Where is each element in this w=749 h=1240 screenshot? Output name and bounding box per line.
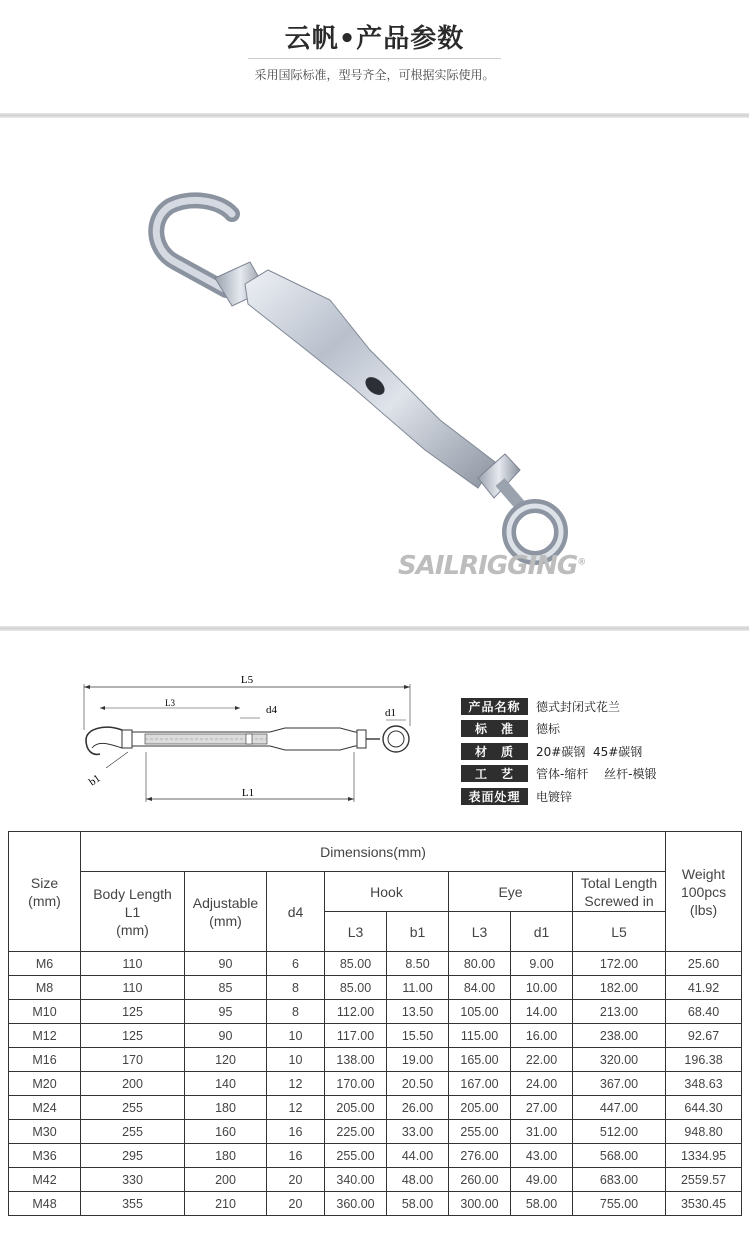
table-cell: M10 (9, 1000, 81, 1024)
table-row (9, 1144, 742, 1168)
table-cell: 84.00 (449, 976, 511, 1000)
table-cell: 367.00 (573, 1072, 666, 1096)
table-cell: 348.63 (666, 1072, 742, 1096)
spec-row (461, 695, 656, 718)
header-hook: Hook (325, 872, 449, 912)
table-cell: 20 (267, 1192, 325, 1216)
technical-drawing (70, 668, 420, 803)
table-cell: 16.00 (511, 1024, 573, 1048)
table-cell: 115.00 (449, 1024, 511, 1048)
table-cell: 92.67 (666, 1024, 742, 1048)
label-d4: d4 (266, 704, 277, 716)
spec-row (461, 740, 656, 763)
dimensions-table (8, 831, 742, 1216)
table-cell: 255.00 (449, 1120, 511, 1144)
table-cell: 295 (81, 1144, 185, 1168)
page-header (0, 0, 749, 118)
table-cell: 205.00 (449, 1096, 511, 1120)
table-cell: 22.00 (511, 1048, 573, 1072)
table-cell: M6 (9, 952, 81, 976)
table-cell: 165.00 (449, 1048, 511, 1072)
table-cell: 110 (81, 976, 185, 1000)
label-L3: L3 (165, 698, 175, 708)
table-cell: 683.00 (573, 1168, 666, 1192)
spec-row (461, 763, 656, 786)
bottom-divider-band (0, 626, 749, 631)
page-title: 云帆•产品参数 (284, 24, 465, 54)
table-cell: 10 (267, 1048, 325, 1072)
brand-name: SAILRIGGING (398, 551, 578, 581)
table-cell: 120 (185, 1048, 267, 1072)
table-cell: 200 (185, 1168, 267, 1192)
spec-row (461, 785, 656, 808)
table-cell: 320.00 (573, 1048, 666, 1072)
table-cell: 49.00 (511, 1168, 573, 1192)
table-cell: 31.00 (511, 1120, 573, 1144)
table-cell: 276.00 (449, 1144, 511, 1168)
label-d1: d1 (385, 707, 396, 719)
table-cell: 182.00 (573, 976, 666, 1000)
table-cell: 25.60 (666, 952, 742, 976)
table-cell: 95 (185, 1000, 267, 1024)
table-row (9, 1048, 742, 1072)
page-subtitle: 采用国际标准，型号齐全，可根据实际使用。 (254, 68, 495, 82)
table-cell: 33.00 (387, 1120, 449, 1144)
table-cell: 755.00 (573, 1192, 666, 1216)
table-cell: 16 (267, 1144, 325, 1168)
table-cell: 26.00 (387, 1096, 449, 1120)
table-cell: 90 (185, 952, 267, 976)
table-cell: 360.00 (325, 1192, 387, 1216)
table-cell: 170 (81, 1048, 185, 1072)
table-cell: 6 (267, 952, 325, 976)
table-cell: 512.00 (573, 1120, 666, 1144)
spec-key: 材 质 (461, 743, 528, 760)
label-L5: L5 (240, 674, 254, 686)
table-row (9, 1120, 742, 1144)
table-cell: 260.00 (449, 1168, 511, 1192)
table-cell: 255 (81, 1120, 185, 1144)
top-divider-band (0, 113, 749, 118)
table-cell: 41.92 (666, 976, 742, 1000)
table-cell: 1334.95 (666, 1144, 742, 1168)
spec-key: 标 准 (461, 720, 528, 737)
spec-key: 工 艺 (461, 765, 528, 782)
table-row (9, 1096, 742, 1120)
turnbuckle-image (0, 123, 749, 627)
table-cell: 58.00 (511, 1192, 573, 1216)
table-cell: 10 (267, 1024, 325, 1048)
label-b1: b1 (86, 772, 103, 789)
table-cell: M24 (9, 1096, 81, 1120)
table-cell: 447.00 (573, 1096, 666, 1120)
brand-watermark (398, 551, 585, 581)
header-weight: Weight 100pcs (lbs) (666, 832, 742, 952)
spec-value: 德式封闭式花兰 (536, 699, 621, 714)
table-cell: 20.50 (387, 1072, 449, 1096)
table-row (9, 1024, 742, 1048)
table-cell: 167.00 (449, 1072, 511, 1096)
table-cell: 300.00 (449, 1192, 511, 1216)
table-cell: 68.40 (666, 1000, 742, 1024)
header-eye-d1: d1 (511, 912, 573, 952)
header-body-length: Body Length L1 (mm) (81, 872, 185, 952)
table-cell: M42 (9, 1168, 81, 1192)
header-l5: L5 (573, 912, 666, 952)
table-cell: 172.00 (573, 952, 666, 976)
table-cell: 355 (81, 1192, 185, 1216)
table-cell: 44.00 (387, 1144, 449, 1168)
table-cell: 225.00 (325, 1120, 387, 1144)
spec-key: 表面处理 (461, 788, 528, 805)
table-cell: 196.38 (666, 1048, 742, 1072)
table-row (9, 976, 742, 1000)
table-cell: 125 (81, 1024, 185, 1048)
table-cell: 200 (81, 1072, 185, 1096)
table-cell: 948.80 (666, 1120, 742, 1144)
table-cell: 16 (267, 1120, 325, 1144)
header-hook-l3: L3 (325, 912, 387, 952)
table-cell: 238.00 (573, 1024, 666, 1048)
table-row (9, 1192, 742, 1216)
table-cell: 24.00 (511, 1072, 573, 1096)
header-adjustable: Adjustable (mm) (185, 872, 267, 952)
table-cell: M12 (9, 1024, 81, 1048)
table-cell: 8 (267, 976, 325, 1000)
table-body (9, 952, 742, 1216)
table-cell: 210 (185, 1192, 267, 1216)
table-cell: 180 (185, 1096, 267, 1120)
header-total-length: Total Length Screwed in (573, 872, 666, 912)
table-cell: M8 (9, 976, 81, 1000)
table-cell: 14.00 (511, 1000, 573, 1024)
header-dimensions: Dimensions(mm) (81, 832, 666, 872)
table-cell: 12 (267, 1072, 325, 1096)
table-cell: 43.00 (511, 1144, 573, 1168)
spec-value: 电镀锌 (536, 789, 573, 804)
table-cell: 11.00 (387, 976, 449, 1000)
spec-key: 产品名称 (461, 698, 528, 715)
table-cell: 15.50 (387, 1024, 449, 1048)
table-row (9, 1072, 742, 1096)
table-cell: 8 (267, 1000, 325, 1024)
table-cell: 330 (81, 1168, 185, 1192)
spec-list (461, 695, 656, 808)
header-eye-l3: L3 (449, 912, 511, 952)
label-L1: L1 (241, 787, 255, 799)
table-cell: 255 (81, 1096, 185, 1120)
table-cell: 9.00 (511, 952, 573, 976)
table-cell: 170.00 (325, 1072, 387, 1096)
table-cell: 48.00 (387, 1168, 449, 1192)
header-size: Size (mm) (9, 832, 81, 952)
spec-value: 20#碳钢 45#碳钢 (536, 744, 643, 759)
table-cell: 27.00 (511, 1096, 573, 1120)
table-cell: 112.00 (325, 1000, 387, 1024)
table-cell: 568.00 (573, 1144, 666, 1168)
table-cell: 13.50 (387, 1000, 449, 1024)
table-cell: 644.30 (666, 1096, 742, 1120)
spec-value: 管体-缩杆 丝杆-模锻 (536, 767, 657, 782)
table-cell: 180 (185, 1144, 267, 1168)
table-cell: 10.00 (511, 976, 573, 1000)
table-row (9, 1000, 742, 1024)
table-cell: 80.00 (449, 952, 511, 976)
table-cell: 85 (185, 976, 267, 1000)
table-cell: 20 (267, 1168, 325, 1192)
table-cell: M30 (9, 1120, 81, 1144)
spec-row (461, 718, 656, 741)
table-cell: 110 (81, 952, 185, 976)
table-cell: M20 (9, 1072, 81, 1096)
table-cell: 12 (267, 1096, 325, 1120)
table-cell: 19.00 (387, 1048, 449, 1072)
header-eye: Eye (449, 872, 573, 912)
table-cell: 3530.45 (666, 1192, 742, 1216)
product-photo (0, 123, 749, 627)
table-cell: 2559.57 (666, 1168, 742, 1192)
table-cell: M48 (9, 1192, 81, 1216)
table-cell: M16 (9, 1048, 81, 1072)
table-cell: 205.00 (325, 1096, 387, 1120)
table-cell: 90 (185, 1024, 267, 1048)
table-cell: 58.00 (387, 1192, 449, 1216)
table-cell: 340.00 (325, 1168, 387, 1192)
table-cell: 85.00 (325, 976, 387, 1000)
table-cell: 255.00 (325, 1144, 387, 1168)
registered-mark: ® (577, 557, 586, 568)
table-cell: 125 (81, 1000, 185, 1024)
table-cell: 85.00 (325, 952, 387, 976)
table-cell: 160 (185, 1120, 267, 1144)
table-cell: 117.00 (325, 1024, 387, 1048)
spec-value: 德标 (536, 722, 561, 737)
table-row (9, 1168, 742, 1192)
table-cell: 8.50 (387, 952, 449, 976)
table-cell: 105.00 (449, 1000, 511, 1024)
table-row (9, 952, 742, 976)
table-cell: 213.00 (573, 1000, 666, 1024)
turnbuckle-diagram (70, 668, 420, 803)
header-d4: d4 (267, 872, 325, 952)
header-hook-b1: b1 (387, 912, 449, 952)
table-cell: 140 (185, 1072, 267, 1096)
table-cell: M36 (9, 1144, 81, 1168)
table-cell: 138.00 (325, 1048, 387, 1072)
title-divider (248, 58, 501, 59)
